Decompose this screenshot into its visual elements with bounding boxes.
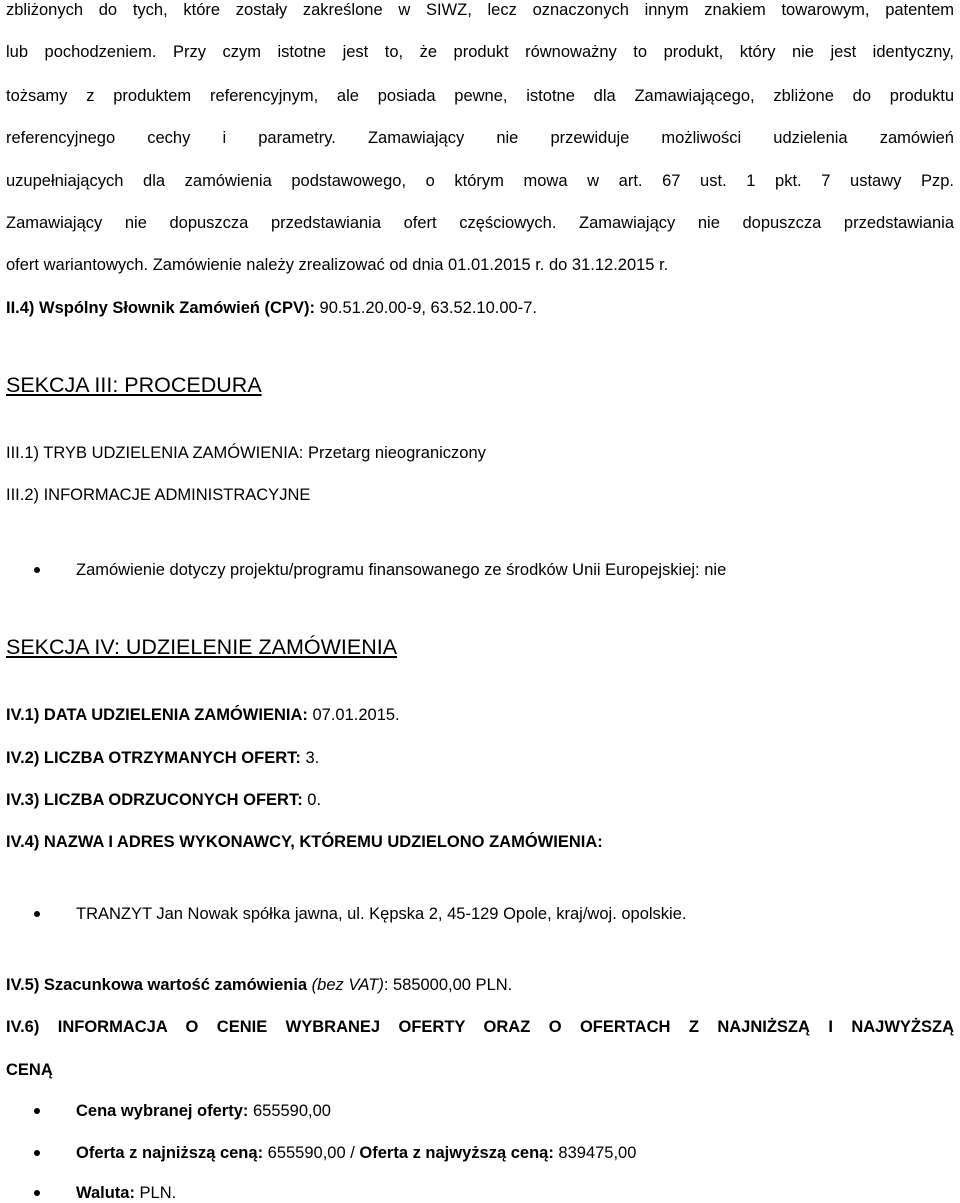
estimate-value: : 585000,00 PLN. bbox=[383, 976, 513, 994]
price-info-heading-line-2: CENĄ bbox=[6, 1061, 53, 1079]
eu-funding-value: nie bbox=[699, 561, 727, 579]
estimate-label: IV.5) Szacunkowa wartość zamówienia bbox=[6, 976, 308, 994]
bullet-icon bbox=[34, 567, 40, 573]
price-info-heading-line-1: IV.6) INFORMACJA O CENIE WYBRANEJ OFERTY ORAZ O OFERTACH Z NAJNIŻSZĄ I NAJWYŻSZĄ bbox=[6, 1018, 954, 1036]
lowest-offer-label: Oferta z najniższą ceną: bbox=[76, 1144, 264, 1162]
cpv-label: II.4) Wspólny Słownik Zamówień (CPV): bbox=[6, 299, 315, 317]
section-4-title: SEKCJA IV: UDZIELENIE ZAMÓWIENIA bbox=[6, 635, 398, 659]
price-range-text bbox=[76, 1143, 636, 1163]
cpv-line bbox=[6, 298, 954, 318]
tryb-value: Przetarg nieograniczony bbox=[303, 444, 486, 462]
award-date-label: IV.1) DATA UDZIELENIA ZAMÓWIENIA: bbox=[6, 706, 308, 724]
highest-offer-value: 839475,00 bbox=[553, 1144, 637, 1162]
highest-offer-label: Oferta z najwyższą ceną: bbox=[359, 1144, 554, 1162]
tryb-line bbox=[6, 443, 954, 463]
eu-funding-label: Zamówienie dotyczy projektu/programu finansowanego ze środków Unii Europejskiej: bbox=[76, 561, 700, 579]
offers-rejected-label: IV.3) LICZBA ODRZUCONYCH OFERT: bbox=[6, 791, 303, 809]
contractor-text: TRANZYT Jan Nowak spółka jawna, ul. Kępska 2, 45-129 Opole, kraj/woj. opolskie. bbox=[76, 905, 687, 923]
estimate-italic: (bez VAT) bbox=[307, 976, 384, 994]
paragraph-line-5: uzupełniających dla zamówienia podstawowego, o którym mowa w art. 67 ust. 1 pkt. 7 ustawy Pzp. bbox=[6, 172, 954, 190]
currency-value: PLN. bbox=[134, 1184, 177, 1202]
paragraph-line-1: zbliżonych do tych, które zostały zakreślone w SIWZ, lecz oznaczonych innym znakiem towarowym, patentem bbox=[6, 1, 954, 19]
selected-offer-text bbox=[76, 1101, 331, 1121]
section-3-title: SEKCJA III: PROCEDURA bbox=[6, 373, 262, 397]
offers-received-label: IV.2) LICZBA OTRZYMANYCH OFERT: bbox=[6, 749, 301, 767]
selected-offer-label: Cena wybranej oferty: bbox=[76, 1102, 249, 1120]
bullet-icon bbox=[34, 1190, 40, 1196]
cpv-value: 90.51.20.00-9, 63.52.10.00-7. bbox=[314, 299, 537, 317]
paragraph-line-7: ofert wariantowych. Zamówienie należy zrealizować od dnia 01.01.2015 r. do 31.12.2015 r. bbox=[6, 256, 669, 274]
currency-label: Waluta: bbox=[76, 1184, 135, 1202]
offers-rejected-line bbox=[6, 790, 954, 810]
paragraph-line-6: Zamawiający nie dopuszcza przedstawiania ofert częściowych. Zamawiający nie dopuszcza przedstawiania bbox=[6, 214, 954, 232]
eu-funding-text bbox=[76, 560, 726, 580]
offers-received-line bbox=[6, 748, 954, 768]
paragraph-line-3: tożsamy z produktem referencyjnym, ale posiada pewne, istotne dla Zamawiającego, zbliżone do produktu bbox=[6, 87, 954, 105]
paragraph-line-2: lub pochodzeniem. Przy czym istotne jest to, że produkt równoważny to produkt, który nie jest identyczny, bbox=[6, 43, 954, 61]
offers-rejected-value: 0. bbox=[302, 791, 322, 809]
contractor-heading: IV.4) NAZWA I ADRES WYKONAWCY, KTÓREMU UDZIELONO ZAMÓWIENIA: bbox=[6, 833, 603, 851]
lowest-offer-value: 655590,00 / bbox=[263, 1144, 360, 1162]
bullet-icon bbox=[34, 1150, 40, 1156]
paragraph-line-4: referencyjnego cechy i parametry. Zamawiający nie przewiduje możliwości udzielenia zamówień bbox=[6, 129, 954, 147]
tryb-label: III.1) TRYB UDZIELENIA ZAMÓWIENIA: bbox=[6, 444, 304, 462]
admin-info-heading: III.2) INFORMACJE ADMINISTRACYJNE bbox=[6, 486, 311, 504]
offers-received-value: 3. bbox=[300, 749, 320, 767]
currency-text bbox=[76, 1183, 176, 1203]
award-date-value: 07.01.2015. bbox=[307, 706, 400, 724]
bullet-icon bbox=[34, 1108, 40, 1114]
selected-offer-value: 655590,00 bbox=[248, 1102, 331, 1120]
bullet-icon bbox=[34, 911, 40, 917]
estimate-line bbox=[6, 975, 954, 995]
award-date-line bbox=[6, 705, 954, 725]
